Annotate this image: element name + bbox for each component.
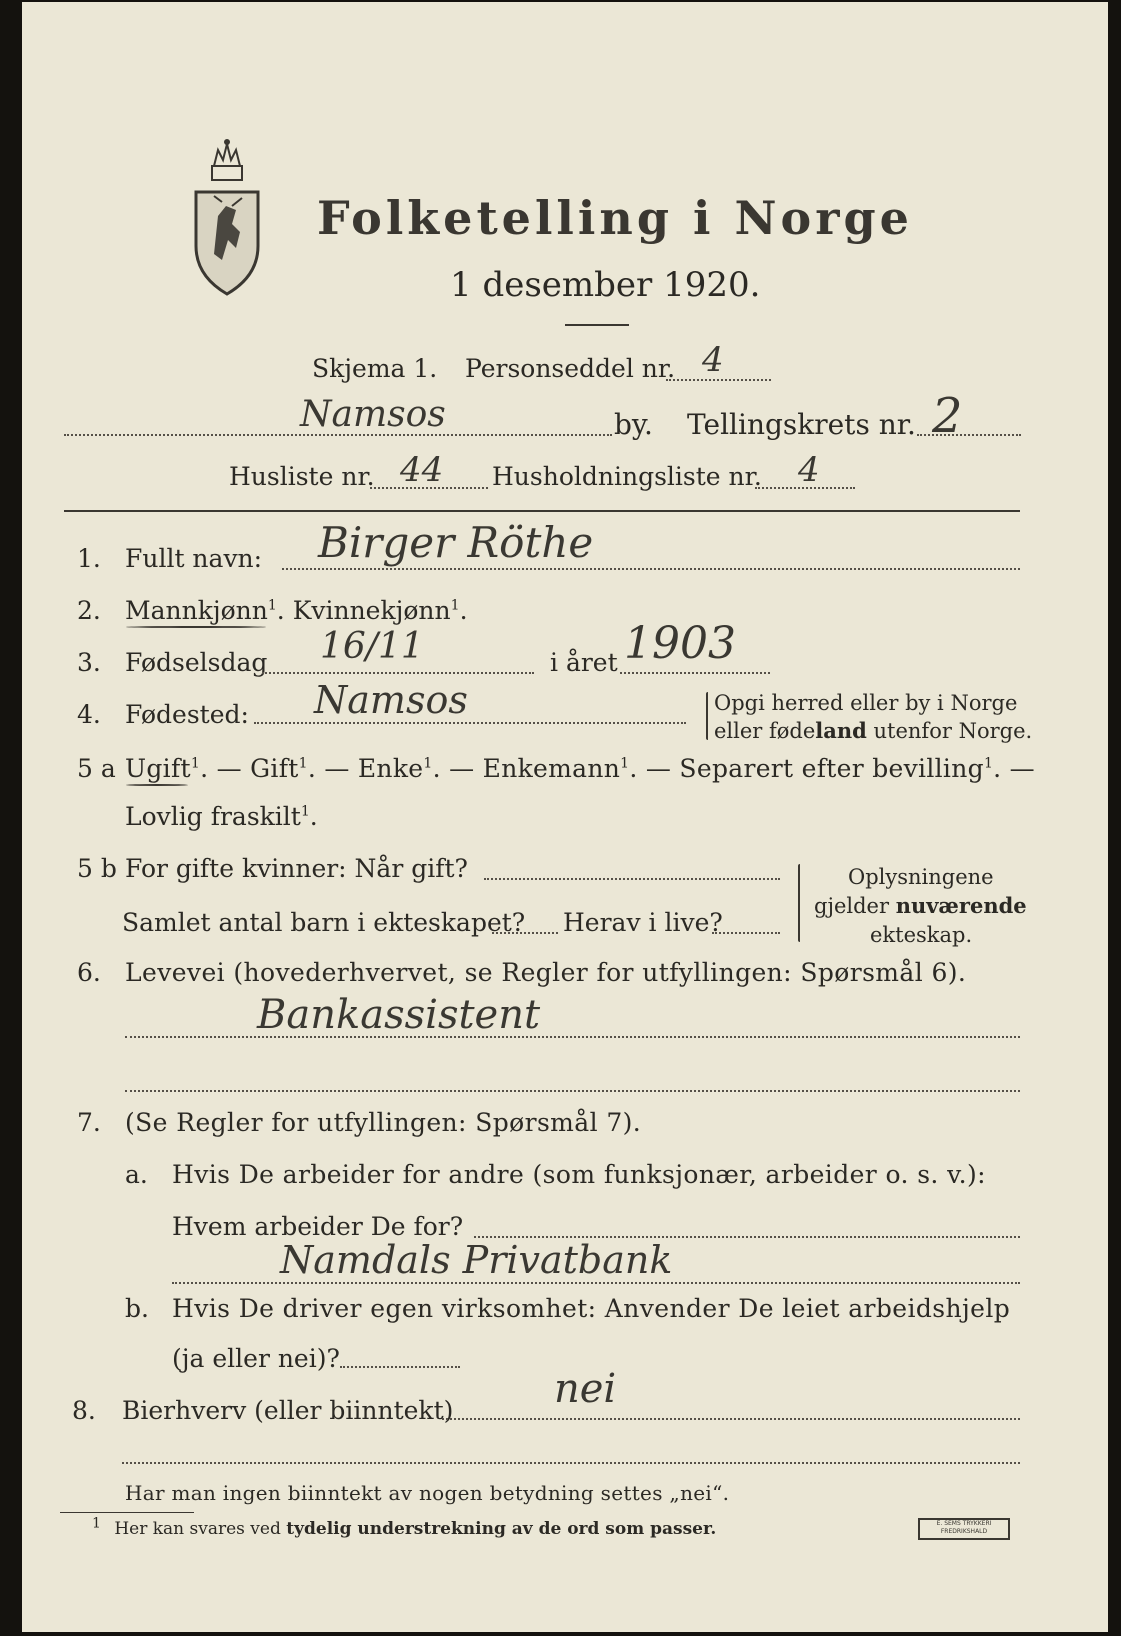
q5b-line1: For gifte kvinner: Når gift? xyxy=(125,854,468,883)
coat-of-arms-icon xyxy=(192,136,262,296)
q5b-line2b-dots xyxy=(712,932,780,934)
q5a-gift: Gift xyxy=(250,754,299,783)
q5a-enkemann: Enkemann xyxy=(482,754,621,783)
q7-label: (Se Regler for utfyllingen: Spørsmål 7). xyxy=(125,1108,642,1137)
q5a-ugift-underline xyxy=(126,784,188,786)
q4-number: 4. xyxy=(77,700,101,729)
q7-number: 7. xyxy=(77,1108,101,1137)
q5a-number: 5 a xyxy=(77,754,116,783)
footnote-rule xyxy=(60,1512,194,1513)
footnote: $^1$ Her kan svares ved tydelig understrekning av de ord som passer. xyxy=(92,1515,717,1539)
q5b-brace xyxy=(798,864,800,942)
q8-value: nei xyxy=(554,1366,617,1412)
q7a-line2: Hvem arbeider De for? xyxy=(172,1212,464,1241)
q7b-number: b. xyxy=(125,1294,149,1323)
q2-number: 2. xyxy=(77,596,101,625)
q3-label: Fødselsdag xyxy=(125,648,268,677)
q3-year-value: 1903 xyxy=(624,618,736,669)
q4-brace xyxy=(706,692,708,740)
q5b-note3: ekteskap. xyxy=(870,923,973,947)
q4-label: Fødested: xyxy=(125,700,249,729)
q4-value: Namsos xyxy=(314,678,468,722)
q7a-line3-dots xyxy=(172,1282,1020,1284)
q2-female: Kvinnekjønn xyxy=(292,596,451,625)
q7a-value: Namdals Privatbank xyxy=(280,1238,673,1282)
husholdning-label: Husholdningsliste nr. xyxy=(492,462,762,491)
census-form xyxy=(22,2,1108,1632)
q2-male: Mannkjønn xyxy=(125,596,268,625)
personseddel-value: 4 xyxy=(702,340,724,380)
q7b-line1: Hvis De driver egen virksomhet: Anvender De leiet arbeidshjelp xyxy=(172,1294,1011,1323)
q7a-line1: Hvis De arbeider for andre (som funksjonær, arbeider o. s. v.): xyxy=(172,1160,987,1189)
q6-label: Levevei (hovederhvervet, se Regler for utfyllingen: Spørsmål 6). xyxy=(125,958,967,987)
q5b-line2a-dots xyxy=(492,932,558,934)
q5b-line2b: Herav i live? xyxy=(563,908,723,937)
husliste-label: Husliste nr. xyxy=(229,462,375,491)
q5b-note1: Oplysningene xyxy=(848,865,994,889)
footer-note: Har man ingen biinntekt av nogen betydning settes „nei“. xyxy=(125,1481,730,1505)
q3-line xyxy=(262,672,534,674)
q5a-separert: Separert efter bevilling xyxy=(679,754,984,783)
q8-number: 8. xyxy=(72,1396,96,1425)
q1-line xyxy=(282,568,1020,570)
q1-label: Fullt navn: xyxy=(125,544,263,573)
q5a-ugift: Ugift xyxy=(125,754,191,783)
q2-male-underline xyxy=(126,626,266,628)
tellingskrets-label: Tellingskrets nr. xyxy=(687,408,916,441)
q1-number: 1. xyxy=(77,544,101,573)
q1-value: Birger Röthe xyxy=(318,518,594,567)
q5a-options: Ugift$^1$. — Gift$^1$. — Enke$^1$. — Enkemann$^1$. — Separert efter bevilling$^1$. — xyxy=(125,754,1035,783)
q3-year-line xyxy=(620,672,770,674)
q5b-line2a: Samlet antal barn i ekteskapet? xyxy=(122,908,526,937)
q5b-number: 5 b xyxy=(77,854,117,883)
by-label: by. xyxy=(614,408,653,441)
q8-label: Bierhverv (eller biinntekt) xyxy=(122,1396,454,1425)
q5a-line2: Lovlig fraskilt$^1$. xyxy=(125,802,318,831)
q2-options: Mannkjønn$^1$. Kvinnekjønn$^1$. xyxy=(125,596,468,625)
by-value: Namsos xyxy=(300,394,446,435)
q3-year-label: i året xyxy=(550,648,618,677)
tellingskrets-value: 2 xyxy=(932,388,963,444)
husliste-value: 44 xyxy=(400,450,444,490)
q5b-note2: gjelder nuværende xyxy=(814,893,1027,918)
q8-line1 xyxy=(442,1418,1020,1420)
q3-number: 3. xyxy=(77,648,101,677)
q6-line2 xyxy=(125,1090,1020,1092)
q4-line xyxy=(254,722,686,724)
census-date: 1 desember 1920. xyxy=(450,265,761,305)
q4-note-line1: Opgi herred eller by i Norge xyxy=(714,691,1018,715)
title-rule xyxy=(565,324,629,326)
q5a-enke: Enke xyxy=(357,754,424,783)
q5b-line1-dots xyxy=(484,878,780,880)
q3-value: 16/11 xyxy=(320,626,424,667)
husholdning-value: 4 xyxy=(798,450,820,490)
q7b-line2-dots xyxy=(340,1366,460,1368)
q4-note-line2: eller fødeland utenfor Norge. xyxy=(714,718,1033,743)
form-title: Folketelling i Norge xyxy=(317,191,913,245)
printer-stamp: E. SEMS TRYKKERI FREDRIKSHALD xyxy=(918,1518,1010,1540)
skjema-label: Skjema 1. xyxy=(312,354,438,383)
q7a-number: a. xyxy=(125,1160,148,1189)
q6-value: Bankassistent xyxy=(257,992,541,1038)
q6-number: 6. xyxy=(77,958,101,987)
header-rule xyxy=(64,510,1020,512)
personseddel-label: Personseddel nr. xyxy=(465,354,676,383)
q7b-line2: (ja eller nei)? xyxy=(172,1344,340,1373)
q8-line2 xyxy=(122,1462,1020,1464)
